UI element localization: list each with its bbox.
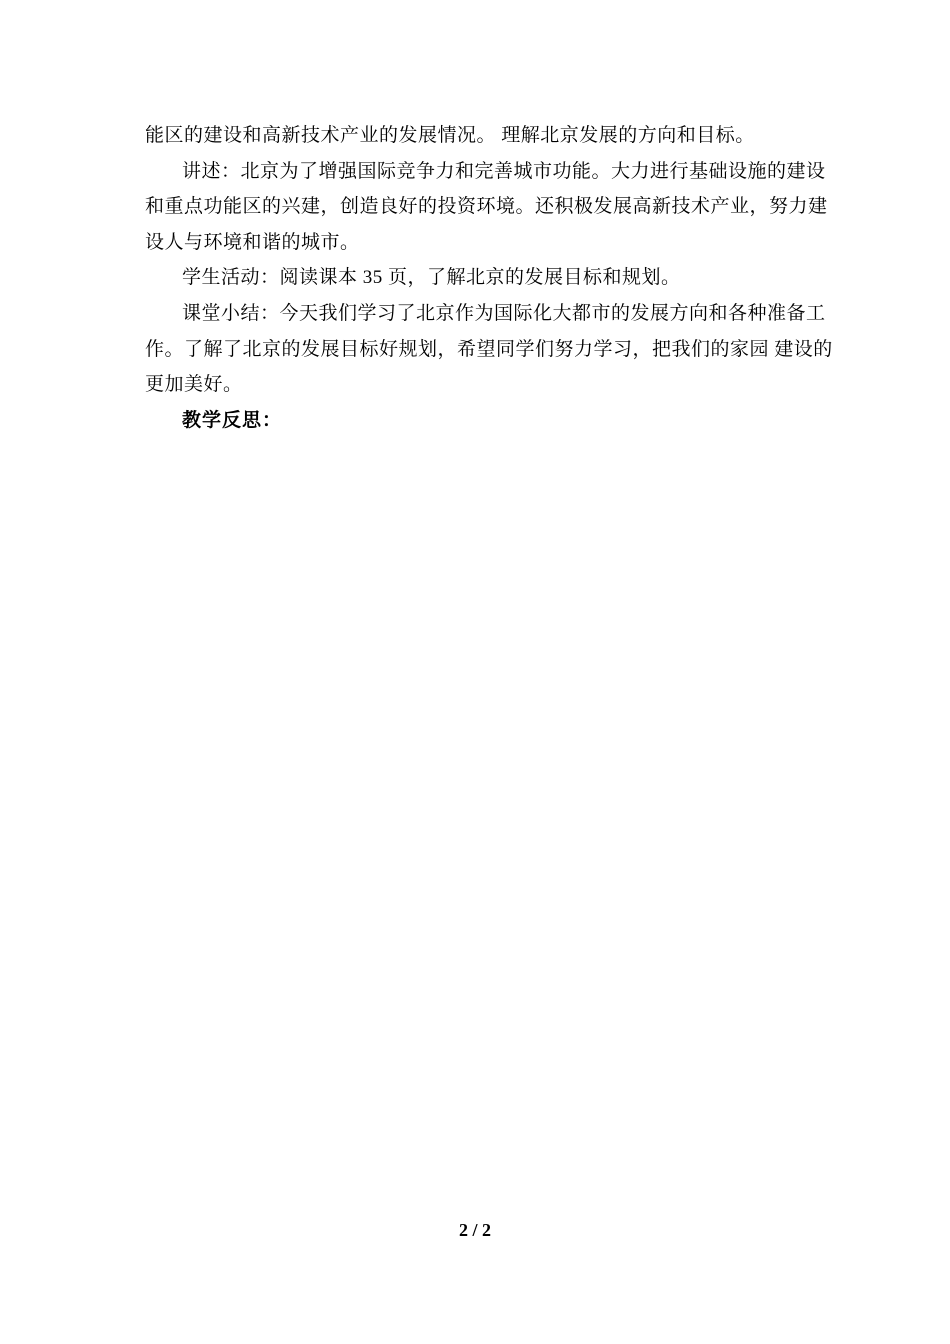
text-line: 设人与环境和谐的城市。	[145, 231, 360, 253]
text-line: 课堂小结：今天我们学习了北京作为国际化大都市的发展方向和各种准备工	[182, 302, 826, 324]
page-number: 2 / 2	[458, 1220, 491, 1240]
document-body	[145, 118, 833, 438]
text-line: 更加美好。	[145, 374, 243, 396]
text-line: 作。了解了北京的发展目标好规划，希望同学们努力学习，把我们的家园 建设的	[145, 338, 833, 360]
text-line: 讲述：北京为了增强国际竞争力和完善城市功能。大力进行基础设施的建设	[182, 160, 826, 182]
text-line: 能区的建设和高新技术产业的发展情况。 理解北京发展的方向和目标。	[145, 125, 755, 146]
teaching-reflection-heading: 教学反思：	[182, 409, 283, 431]
text-line: 和重点功能区的兴建，创造良好的投资环境。还积极发展高新技术产业，努力建	[145, 196, 828, 218]
text-line: 学生活动：阅读课本 35 页，了解北京的发展目标和规划。	[182, 267, 681, 289]
